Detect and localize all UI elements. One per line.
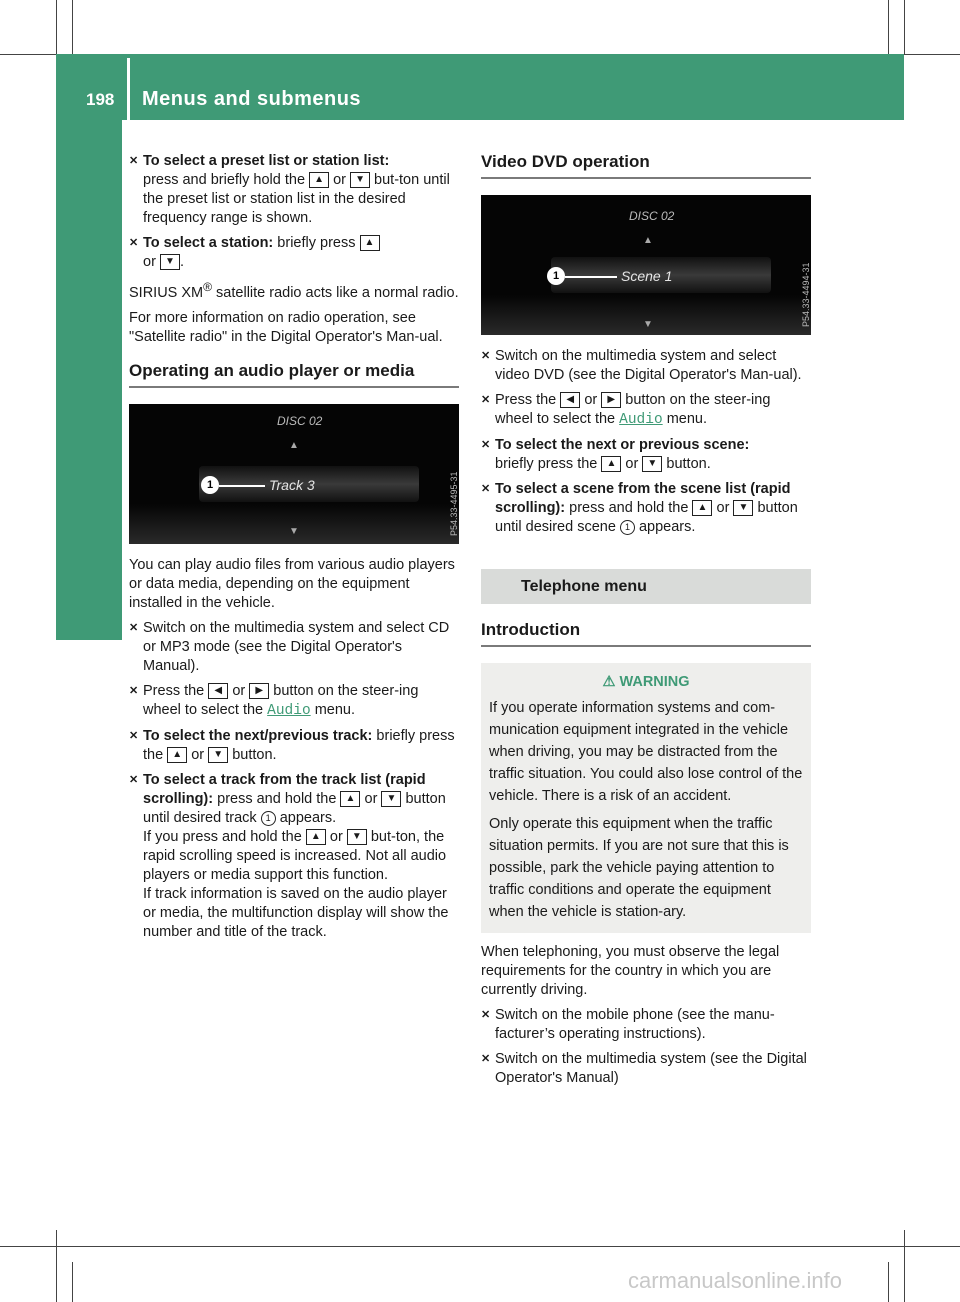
step-text: Switch on the mobile phone (see the manu-facturer’s operating instructions).: [495, 1007, 775, 1042]
step-bold: To select a station:: [143, 235, 274, 251]
arrow-icon: ✕: [129, 729, 139, 742]
step-next-scene: [481, 436, 811, 474]
introduction-heading: Introduction: [481, 620, 811, 647]
step-video-switch-on: [481, 347, 811, 385]
step-scene-list: [481, 480, 811, 537]
audio-heading: Operating an audio player or media: [129, 361, 459, 388]
sirius-text: SIRIUS XM: [129, 284, 204, 301]
or-text: or: [625, 456, 639, 472]
left-button-icon: ◀: [208, 683, 228, 699]
step-text: appears.: [638, 519, 696, 535]
step-text: menu.: [314, 701, 355, 718]
arrow-icon: ✕: [481, 1053, 491, 1065]
step-text: briefly press the: [495, 456, 598, 472]
or-text: or: [143, 254, 156, 270]
figure-code: P54.33-4494-31: [801, 262, 811, 327]
step-bold: To select the next/previous track:: [143, 727, 373, 744]
step-text: press and briefly hold the: [143, 172, 306, 188]
step-press-button: [129, 682, 459, 721]
arrow-icon: ✕: [129, 237, 139, 249]
or-text: or: [364, 790, 378, 807]
header-separator: [127, 58, 130, 120]
or-text: or: [191, 746, 205, 763]
or-text: or: [232, 682, 246, 699]
up-button-icon: ▲: [692, 500, 712, 516]
down-button-icon: ▼: [350, 172, 370, 188]
telephone-menu-heading: Telephone menu: [481, 569, 811, 604]
video-heading: Video DVD operation: [481, 152, 811, 179]
crop-mark: [72, 1262, 73, 1302]
page-number: 198: [86, 90, 115, 109]
video-screen-image: [481, 195, 811, 335]
step-mobile-phone: [481, 1006, 811, 1044]
step-text: press and hold the: [569, 500, 689, 516]
left-button-icon: ◀: [560, 392, 580, 408]
side-tab: [56, 120, 122, 640]
audio-menu-label: Audio: [267, 702, 311, 719]
crop-mark: [888, 0, 889, 54]
intro-paragraph: You can play audio files from various audio players or data media, depending on the equipment installed in the vehicle.: [129, 556, 455, 611]
arrow-icon: ✕: [481, 439, 491, 451]
warning-triangle-icon: ⚠: [602, 674, 616, 690]
step-text: but-ton until the preset list or station list in the desired frequency range is shown.: [143, 172, 450, 226]
figure-code: P54.33-4495-31: [449, 471, 459, 536]
arrow-icon: ✕: [481, 483, 491, 495]
step-text: menu.: [666, 411, 707, 427]
track-info-note: If track information is saved on the audio player or media, the multifunction display will show the number and title of the track.: [143, 885, 449, 940]
right-button-icon: ▶: [249, 683, 269, 699]
up-icon: ▲: [289, 439, 299, 451]
side-tab-title: [86, 0, 115, 120]
crop-mark: [72, 0, 73, 54]
step-text: button until desired scene: [495, 500, 798, 535]
sirius-paragraph: [129, 278, 459, 303]
step-text: Switch on the multimedia system (see the Digital Operator's Manual): [495, 1051, 807, 1086]
legal-paragraph: When telephoning, you must observe the legal requirements for the country in which you are currently driving.: [481, 944, 780, 998]
registered-mark: ®: [203, 280, 213, 294]
arrow-icon: ✕: [481, 350, 491, 362]
warning-paragraph: Only operate this equipment when the traffic situation permits. If you are not sure that this is possible, park the vehicle paying attention to traffic conditions and operate the equipment when the vehicle is station-ary.: [489, 816, 789, 920]
crop-mark: [56, 0, 57, 54]
callout-1-icon: 1: [620, 520, 635, 535]
warning-label: WARNING: [619, 674, 690, 690]
right-column: [481, 152, 811, 1094]
down-button-icon: ▼: [381, 791, 401, 807]
step-track-list: [129, 771, 459, 942]
crop-mark: [888, 1262, 889, 1302]
step-text: If you press and hold the: [143, 828, 302, 845]
down-button-icon: ▼: [347, 829, 367, 845]
warning-title: [489, 671, 803, 693]
step-text: press and hold the: [217, 790, 337, 807]
sirius-text: satellite radio acts like a normal radio.: [212, 284, 459, 301]
arrow-icon: ✕: [129, 684, 139, 697]
up-button-icon: ▲: [167, 747, 187, 763]
arrow-icon: ✕: [129, 155, 139, 167]
step-switch-on: [129, 619, 459, 676]
more-info-paragraph: For more information on radio operation, see "Satellite radio" in the Digital Operator's Man-ual.: [129, 309, 443, 345]
page-title: Menus and submenus: [142, 88, 362, 110]
warning-paragraph: If you operate information systems and com-munication equipment integrated in the vehicle when driving, you may be distracted from the traffic situation. You could also lose control of the vehicle. There is a risk of an accident.: [489, 700, 803, 804]
left-column: [129, 152, 459, 948]
down-button-icon: ▼: [733, 500, 753, 516]
step-text: Switch on the multimedia system and select video DVD (see the Digital Operator's Man-ual).: [495, 348, 802, 383]
arrow-icon: ✕: [129, 621, 139, 634]
step-text: Press the: [143, 682, 205, 699]
arrow-icon: ✕: [129, 773, 139, 786]
down-icon: ▼: [643, 319, 653, 330]
step-text: button on the steer-ing wheel to select the: [495, 392, 771, 427]
up-icon: ▲: [643, 235, 653, 246]
crop-mark: [904, 1230, 905, 1302]
step-bold: To select the next or previous scene:: [495, 437, 750, 453]
down-button-icon: ▼: [642, 456, 662, 472]
or-text: or: [333, 172, 346, 188]
step-bold: To select a preset list or station list:: [143, 153, 390, 169]
callout-1-icon: 1: [261, 811, 276, 826]
step-text: button on the steer-ing wheel to select the: [143, 682, 419, 718]
step-multimedia: [481, 1050, 811, 1088]
up-button-icon: ▲: [340, 791, 360, 807]
step-select-station: ✕ To select a station: briefly press ▲ or ▼ .: [129, 234, 459, 272]
track-label: Track 3: [269, 476, 315, 493]
right-button-icon: ▶: [601, 392, 621, 408]
callout-1: 1: [547, 267, 565, 285]
crop-mark: [904, 0, 905, 54]
or-text: or: [716, 500, 730, 516]
callout-line: [565, 276, 617, 278]
step-text: briefly press: [277, 235, 356, 251]
disc-label: DISC 02: [629, 209, 675, 223]
up-button-icon: ▲: [360, 235, 380, 251]
audio-menu-label: Audio: [619, 412, 663, 428]
rapid-scroll-note: [143, 828, 459, 885]
step-text: briefly press the: [143, 727, 455, 763]
step-preset-list: [129, 152, 459, 228]
step-text: Switch on the multimedia system and select CD or MP3 mode (see the Digital Operator's Manual).: [143, 619, 450, 674]
crop-mark: [56, 1230, 57, 1302]
down-button-icon: ▼: [160, 254, 180, 270]
callout-line: [219, 485, 265, 487]
step-text: but-ton, the rapid scrolling speed is increased. Not all audio players or media support this function.: [143, 828, 447, 883]
step-bold: To select a scene from the scene list (rapid scrolling):: [495, 481, 791, 516]
step-text: button until desired track: [143, 790, 446, 826]
disc-label: DISC 02: [277, 413, 323, 428]
arrow-icon: ✕: [481, 394, 491, 406]
step-next-previous: [129, 727, 459, 765]
step-text: button.: [666, 456, 711, 472]
watermark: carmanualsonline.info: [628, 1268, 843, 1293]
or-text: or: [329, 828, 343, 845]
up-button-icon: ▲: [309, 172, 329, 188]
warning-box: [481, 663, 811, 933]
arrow-icon: ✕: [481, 1009, 491, 1021]
down-button-icon: ▼: [208, 747, 228, 763]
crop-mark: [0, 1246, 960, 1247]
up-button-icon: ▲: [306, 829, 326, 845]
down-icon: ▼: [289, 525, 299, 537]
step-text: Press the: [495, 392, 557, 408]
step-bold: To select a track from the track list (rapid scrolling):: [143, 771, 426, 807]
step-text: button.: [232, 746, 277, 763]
up-button-icon: ▲: [601, 456, 621, 472]
step-text: appears.: [279, 809, 337, 826]
audio-screen-image: [129, 404, 459, 544]
callout-1: 1: [201, 476, 219, 494]
or-text: or: [584, 392, 598, 408]
scene-label: Scene 1: [621, 268, 673, 284]
step-video-press-button: [481, 391, 811, 430]
